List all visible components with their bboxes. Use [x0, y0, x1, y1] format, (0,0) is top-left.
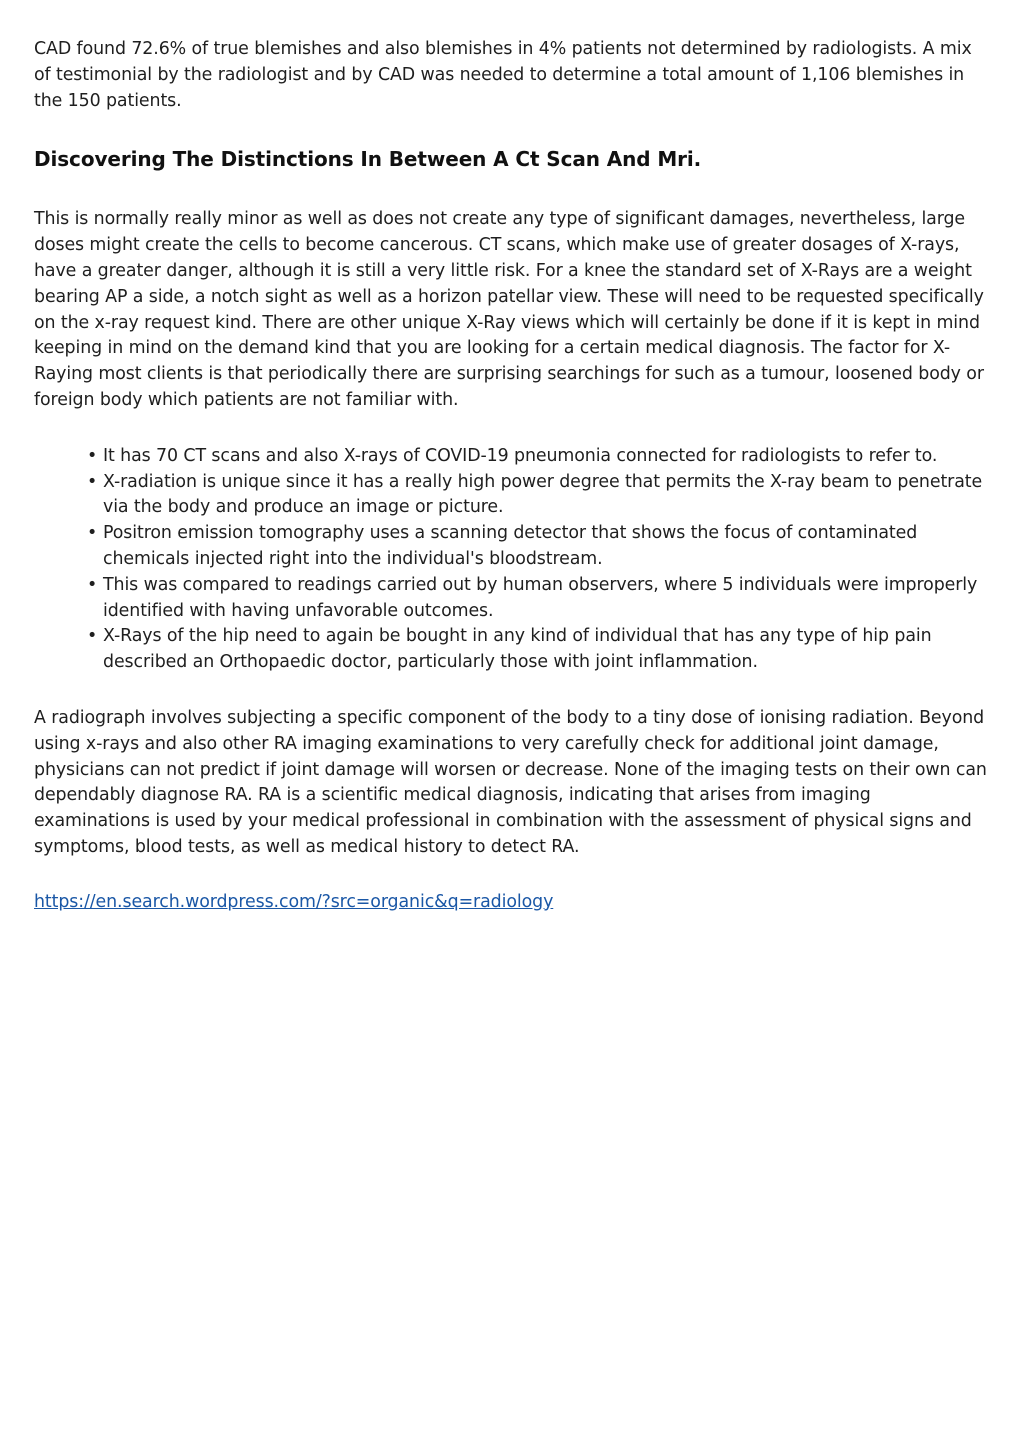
bullet-text: Positron emission tomography uses a scanning detector that shows the focus of contaminated chemicals injected right into the individual's bloodstream. — [103, 523, 918, 569]
bullet-marker: • — [87, 445, 98, 466]
bullet-text: This was compared to readings carried out by human observers, where 5 individuals were improperly identified with having unfavorable outcomes. — [103, 574, 978, 621]
bullet-item — [87, 573, 990, 625]
bullet-item — [87, 521, 990, 573]
body-paragraph-1: This is normally really minor as well as does not create any type of significant damages, nevertheless, large doses might create the cells to become cancerous. CT scans, which make use of greater dosages of X-rays, have a greater danger, although it is still a very little risk. For a knee the standard set of X-Rays are a weight bearing AP a side, a notch sight as well as a horizon patellar view. These will need to be requested specifically on the x-ray request kind. There are other unique X-Ray views which will certainly be done if it is kept in mind keeping in mind on the demand kind that you are looking for a certain medical diagnosis. The factor for X-Raying most clients is that periodically there are surprising searchings for such as a tumour, loosened body or foreign body which patients are not familiar with. — [34, 209, 984, 410]
bullet-marker: • — [87, 471, 98, 492]
bullet-list — [34, 444, 990, 676]
intro-paragraph: CAD found 72.6% of true blemishes and also blemishes in 4% patients not determined by radiologists. A mix of testimonial by the radiologist and by CAD was needed to determine a total amount of 1,106 blemishes in the 150 patients. — [34, 39, 972, 111]
bullet-marker: • — [87, 626, 98, 647]
bullet-marker: • — [87, 523, 98, 544]
bullet-text: It has 70 CT scans and also X-rays of COVID-19 pneumonia connected for radiologists to refer to. — [103, 445, 938, 466]
section-heading: Discovering The Distinctions In Between A Ct Scan And Mri. — [34, 147, 702, 172]
bullet-marker: • — [87, 574, 98, 595]
source-link[interactable]: https://en.search.wordpress.com/?src=organic&q=radiology — [34, 891, 554, 912]
body-paragraph-2: A radiograph involves subjecting a specific component of the body to a tiny dose of ionising radiation. Beyond using x-rays and also other RA imaging examinations to very carefully check for additional joint damage, physicians can not predict if joint damage will worsen or decrease. None of the imaging tests on their own can dependably diagnose RA. RA is a scientific medical diagnosis, indicating that arises from imaging examinations is used by your medical professional in combination with the assessment of physical signs and symptoms, blood tests, as well as medical history to detect RA. — [34, 707, 987, 857]
bullet-text: X-radiation is unique since it has a really high power degree that permits the X-ray beam to penetrate via the body and produce an image or picture. — [103, 471, 983, 518]
bullet-text: X-Rays of the hip need to again be bought in any kind of individual that has any type of hip pain described an Orthopaedic doctor, particularly those with joint inflammation. — [103, 626, 932, 673]
link-container — [34, 890, 990, 916]
bullet-item — [87, 470, 990, 522]
bullet-item — [87, 624, 990, 676]
bullet-item — [87, 444, 990, 470]
